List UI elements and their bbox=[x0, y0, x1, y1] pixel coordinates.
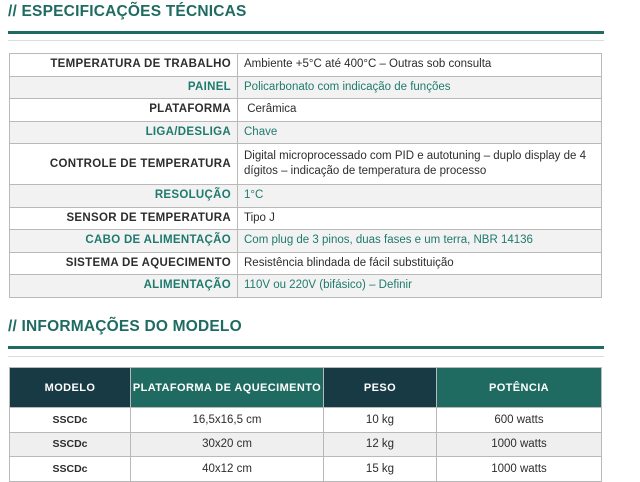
cell-modelo: SSCDc bbox=[10, 432, 131, 457]
spec-value: Cerâmica bbox=[238, 99, 602, 122]
cell-plataforma: 16,5x16,5 cm bbox=[131, 408, 324, 433]
spec-value: Com plug de 3 pinos, duas fases e um terra, NBR 14136 bbox=[238, 230, 602, 253]
specs-title-divider bbox=[8, 31, 604, 34]
cell-peso: 12 kg bbox=[324, 432, 437, 457]
specs-title-subdivider bbox=[8, 40, 604, 41]
specs-section-title: // ESPECIFICAÇÕES TÉCNICAS bbox=[8, 3, 247, 20]
table-row bbox=[10, 432, 602, 457]
spec-label: ALIMENTAÇÃO bbox=[10, 275, 238, 298]
spec-value: Chave bbox=[238, 121, 602, 144]
header-potencia: POTÊNCIA bbox=[437, 368, 602, 408]
spec-value: Ambiente +5°C até 400°C – Outras sob consulta bbox=[238, 54, 602, 77]
spec-label: LIGA/DESLIGA bbox=[10, 121, 238, 144]
header-peso: PESO bbox=[324, 368, 437, 408]
spec-row-sensor-temperatura bbox=[10, 207, 602, 230]
spec-row-temperatura-trabalho bbox=[10, 54, 602, 77]
spec-label: CONTROLE DE TEMPERATURA bbox=[10, 144, 238, 185]
spec-row-liga-desliga bbox=[10, 121, 602, 144]
spec-value: Digital microprocessado com PID e autotuning – duplo display de 4 dígitos – indicação de temperatura de processo bbox=[238, 144, 602, 185]
spec-value: Tipo J bbox=[238, 207, 602, 230]
spec-value: 1°C bbox=[238, 185, 602, 208]
table-row bbox=[10, 457, 602, 482]
spec-label: SENSOR DE TEMPERATURA bbox=[10, 207, 238, 230]
spec-value: 110V ou 220V (bifásico) – Definir bbox=[238, 275, 602, 298]
spec-label: RESOLUÇÃO bbox=[10, 185, 238, 208]
spec-label: SISTEMA DE AQUECIMENTO bbox=[10, 252, 238, 275]
spec-value: Policarbonato com indicação de funções bbox=[238, 76, 602, 99]
spec-row-resolucao bbox=[10, 185, 602, 208]
model-table bbox=[9, 367, 602, 482]
spec-label: PLATAFORMA bbox=[10, 99, 238, 122]
cell-plataforma: 30x20 cm bbox=[131, 432, 324, 457]
spec-row-painel bbox=[10, 76, 602, 99]
model-header-row bbox=[10, 368, 602, 408]
spec-row-alimentacao bbox=[10, 275, 602, 298]
cell-peso: 10 kg bbox=[324, 408, 437, 433]
cell-potencia: 1000 watts bbox=[437, 457, 602, 482]
spec-row-plataforma bbox=[10, 99, 602, 122]
cell-modelo: SSCDc bbox=[10, 457, 131, 482]
spec-row-controle-temperatura bbox=[10, 144, 602, 185]
spec-value: Resistência blindada de fácil substituição bbox=[238, 252, 602, 275]
model-title-subdivider bbox=[8, 356, 604, 357]
cell-potencia: 1000 watts bbox=[437, 432, 602, 457]
cell-modelo: SSCDc bbox=[10, 408, 131, 433]
model-section-title: // INFORMAÇÕES DO MODELO bbox=[8, 318, 242, 335]
cell-peso: 15 kg bbox=[324, 457, 437, 482]
model-title-divider bbox=[8, 346, 604, 349]
spec-row-sistema-aquecimento bbox=[10, 252, 602, 275]
spec-label: TEMPERATURA DE TRABALHO bbox=[10, 54, 238, 77]
spec-label: CABO DE ALIMENTAÇÃO bbox=[10, 230, 238, 253]
cell-plataforma: 40x12 cm bbox=[131, 457, 324, 482]
spec-row-cabo-alimentacao bbox=[10, 230, 602, 253]
cell-potencia: 600 watts bbox=[437, 408, 602, 433]
header-modelo: MODELO bbox=[10, 368, 131, 408]
table-row bbox=[10, 408, 602, 433]
specs-table bbox=[9, 53, 602, 298]
header-plataforma: PLATAFORMA DE AQUECIMENTO bbox=[131, 368, 324, 408]
spec-label: PAINEL bbox=[10, 76, 238, 99]
